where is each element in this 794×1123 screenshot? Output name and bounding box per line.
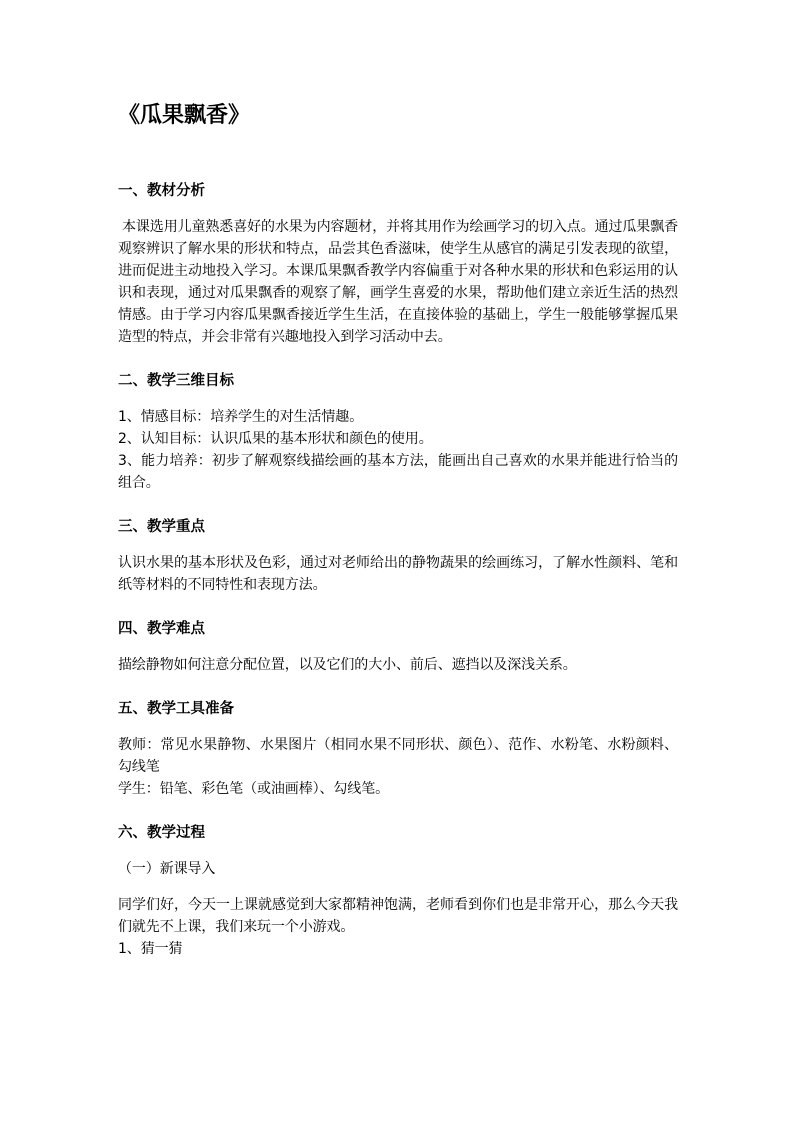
- section-heading-difficulties: 四、教学难点: [118, 621, 205, 637]
- section-heading-key-points: 三、教学重点: [118, 519, 205, 535]
- document-title: 《瓜果飘香》: [118, 103, 251, 128]
- tools-student: 学生：铅笔、彩色笔（或油画棒）、勾线笔。: [118, 781, 389, 797]
- section-heading-analysis: 一、教材分析: [118, 183, 205, 199]
- goal-item: 1、情感目标：培养学生的对生活情趣。: [118, 409, 364, 425]
- process-subheading: （一）新课导入: [118, 861, 216, 877]
- section-heading-goals: 二、教学三维目标: [118, 373, 234, 389]
- analysis-paragraph: 本课选用儿童熟悉喜好的水果为内容题材，并将其用作为绘画学习的切入点。通过瓜果飘香观察辨识了解水果的形状和特点，品尝其色香滋味，使学生从感官的满足引发表现的欲望，进而促进主动地投入学习。本课瓜果飘香教学内容偏重于对各种水果的形状和色彩运用的认识和表现，通过对瓜果飘香的观察了解，画学生喜爱的水果，帮助他们建立亲近生活的热烈情感。由于学习内容瓜果飘香接近学生生活，在直接体验的基础上，学生一般能够掌握瓜果造型的特点，并会非常有兴趣地投入到学习活动中去。: [118, 219, 678, 345]
- goal-item: 3、能力培养：初步了解观察线描绘画的基本方法，能画出自己喜欢的水果并能进行恰当的组合。: [118, 453, 678, 491]
- key-points-paragraph: 认识水果的基本形状及色彩，通过对老师给出的静物蔬果的绘画练习，了解水性颜料、笔和纸等材料的不同特性和表现方法。: [118, 555, 678, 593]
- difficulties-paragraph: 描绘静物如何注意分配位置，以及它们的大小、前后、遮挡以及深浅关系。: [118, 657, 577, 673]
- process-paragraph: 同学们好，今天一上课就感觉到大家都精神饱满，老师看到你们也是非常开心，那么今天我们就先不上课，我们来玩一个小游戏。: [118, 897, 678, 935]
- section-heading-process: 六、教学过程: [118, 825, 205, 841]
- tools-teacher: 教师：常见水果静物、水果图片（相同水果不同形状、颜色）、范作、水粉笔、水粉颜料、勾线笔: [118, 737, 678, 775]
- section-heading-tools: 五、教学工具准备: [118, 701, 234, 717]
- process-item: 1、猜一猜: [118, 941, 183, 957]
- goal-item: 2、认知目标：认识瓜果的基本形状和颜色的使用。: [118, 431, 433, 447]
- document-body: [118, 100, 678, 960]
